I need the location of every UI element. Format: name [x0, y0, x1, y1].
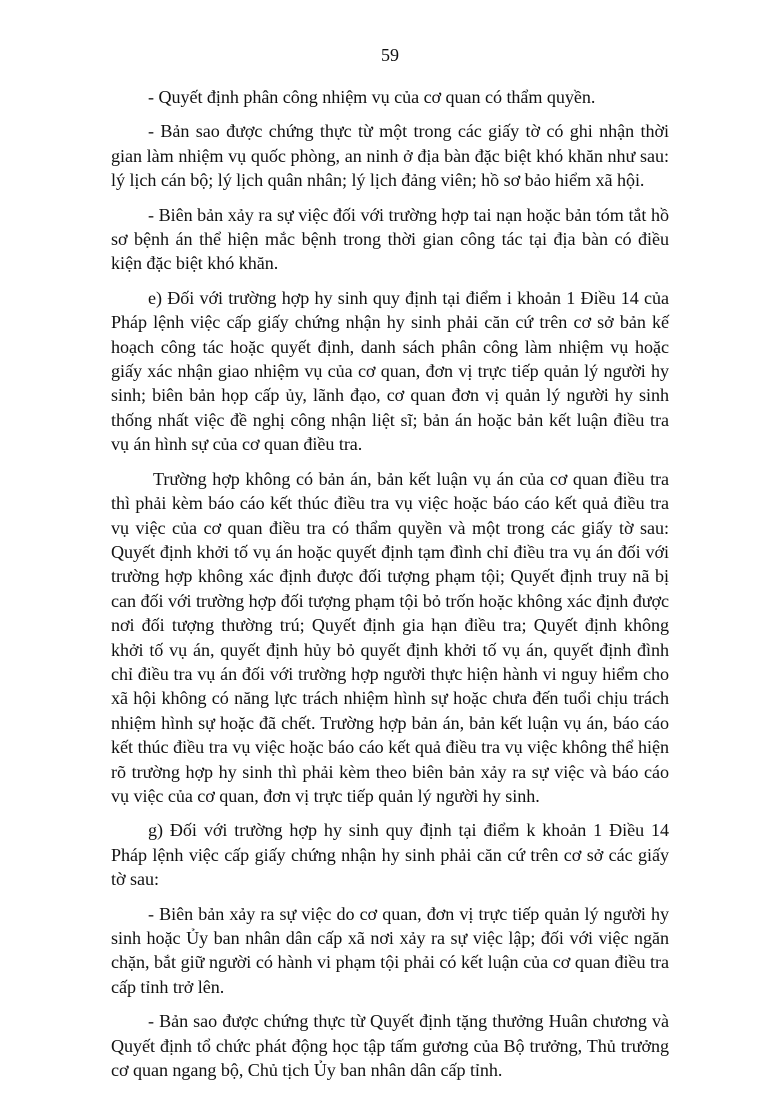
- document-body: [111, 85, 669, 1092]
- page-number: 59: [381, 45, 399, 65]
- paragraph-certified-copy-records: - Bản sao được chứng thực từ một trong các giấy tờ có ghi nhận thời gian làm nhiệm vụ quốc phòng, an ninh ở địa bàn đặc biệt khó khăn như sau: lý lịch cán bộ; lý lịch quân nhân; lý lịch đảng viên; hồ sơ bảo hiểm xã hội.: [111, 121, 669, 191]
- paragraph-assignment-decision: - Quyết định phân công nhiệm vụ của cơ quan có thẩm quyền.: [148, 87, 596, 107]
- paragraph-certified-copy-medal: - Bản sao được chứng thực từ Quyết định tặng thưởng Huân chương và Quyết định tổ chức phát động học tập tấm gương của Bộ trưởng, Thủ trưởng cơ quan ngang bộ, Chủ tịch Ủy ban nhân dân cấp tỉnh.: [111, 1011, 669, 1081]
- paragraph-clause-g: g) Đối với trường hợp hy sinh quy định tại điểm k khoản 1 Điều 14 Pháp lệnh việc cấp giấy chứng nhận hy sinh phải căn cứ trên cơ sở các giấy tờ sau:: [111, 820, 669, 890]
- paragraph-clause-e: e) Đối với trường hợp hy sinh quy định tại điểm i khoản 1 Điều 14 của Pháp lệnh việc cấp giấy chứng nhận hy sinh phải căn cứ trên cơ sở bản kế hoạch công tác hoặc quyết định, danh sách phân công làm nhiệm vụ hoặc giấy xác nhận giao nhiệm vụ của cơ quan, đơn vị trực tiếp quản lý người hy sinh; biên bản họp cấp ủy, lãnh đạo, cơ quan đơn vị quản lý người hy sinh thống nhất việc đề nghị công nhận liệt sĩ; bản án hoặc bản kết luận điều tra vụ án hình sự của cơ quan điều tra.: [111, 287, 669, 455]
- paragraph-incident-report: - Biên bản xảy ra sự việc đối với trường hợp tai nạn hoặc bản tóm tắt hồ sơ bệnh án thể hiện mắc bệnh trong thời gian công tác tại địa bàn có điều kiện đặc biệt khó khăn.: [111, 204, 669, 274]
- paragraph-no-verdict-case: Trường hợp không có bản án, bản kết luận vụ án của cơ quan điều tra thì phải kèm báo cáo kết thúc điều tra vụ việc hoặc báo cáo kết quả điều tra vụ việc của cơ quan điều tra có thẩm quyền và một trong các giấy tờ sau: Quyết định khởi tố vụ án hoặc quyết định tạm đình chỉ điều tra vụ án đối với trường hợp không xác định được đối tượng phạm tội; Quyết định truy nã bị can đối với trường hợp đối tượng phạm tội bỏ trốn hoặc không xác định được nơi đối tượng thường trú; Quyết định gia hạn điều tra; Quyết định không khởi tố vụ án, quyết định hủy bỏ quyết định khởi tố vụ án, quyết định đình chỉ điều tra vụ án đối với trường hợp người thực hiện hành vi nguy hiểm cho xã hội không có năng lực trách nhiệm hình sự hoặc chưa đến tuổi chịu trách nhiệm hình sự hoặc đã chết. Trường hợp bản án, bản kết luận vụ án, báo cáo kết thúc điều tra vụ việc hoặc báo cáo kết quả điều tra vụ việc không thể hiện rõ trường hợp hy sinh thì phải kèm theo biên bản xảy ra sự việc và báo cáo vụ việc của cơ quan, đơn vị trực tiếp quản lý người hy sinh.: [111, 468, 669, 806]
- paragraph-incident-record-commune: - Biên bản xảy ra sự việc do cơ quan, đơn vị trực tiếp quản lý người hy sinh hoặc Ủy ban nhân dân cấp xã nơi xảy ra sự việc lập; đối với việc ngăn chặn, bắt giữ người có hành vi phạm tội phải có kết luận của cơ quan điều tra cấp tỉnh trở lên.: [111, 903, 669, 997]
